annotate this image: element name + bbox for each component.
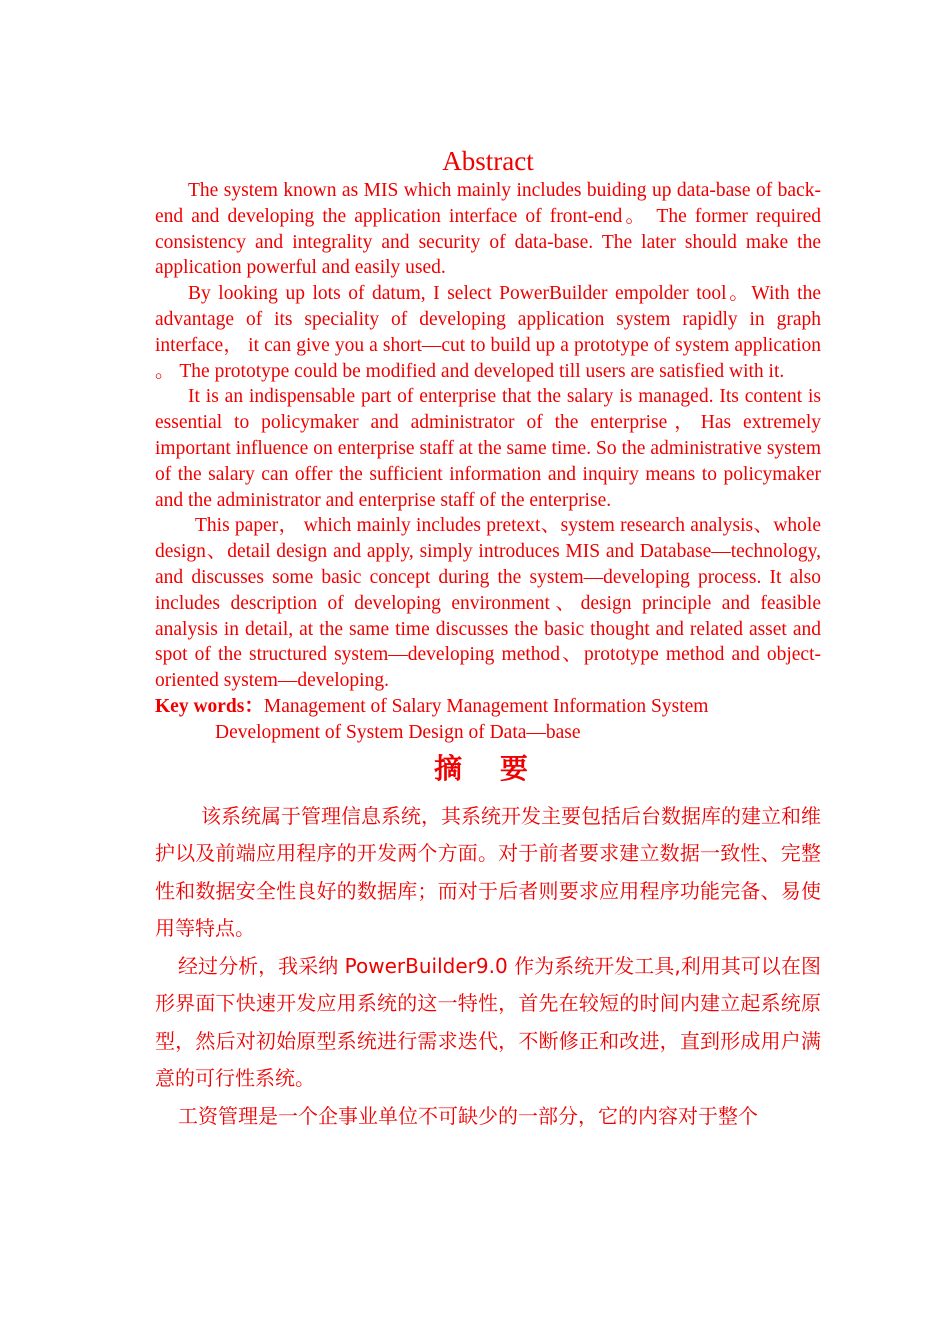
abstract-paragraph-1: The system known as MIS which mainly includes buiding up data-base of back-end and developing the application interface of front-end。 The former required consistency and integrality and security of data-base. The later should make the application powerful and easily used. <box>155 180 821 279</box>
chinese-abstract-title: 摘 要 <box>434 751 542 785</box>
abstract-paragraph-4: This paper， which mainly includes pretext、system research analysis、whole design、detail design and apply, simply introduces MIS and Database—technology, and discusses some basic concept during the system—developing process. It also includes description of developing environment、design principle and feasible analysis in detail, at the same time discusses the basic thought and related asset and spot of the structured system—developing method、prototype method and object-oriented system—developing. <box>155 515 821 692</box>
keywords-list-1: Management of Salary Management Information System <box>263 695 709 717</box>
abstract-title: Abstract <box>442 146 534 176</box>
keywords-label: Key words： <box>155 695 264 717</box>
chinese-paragraph-2: 经过分析，我采纳 PowerBuilder9.0 作为系统开发工具,利用其可以在图形界面下快速开发应用系统的这一特性，首先在较短的时间内建立起系统原型，然后对初始原型系统进行需求迭代，不断修正和改进，直到形成用户满意的可行性系统。 <box>155 953 821 1091</box>
document-page <box>155 144 821 1135</box>
abstract-paragraph-3: It is an indispensable part of enterprise that the salary is managed. Its content is essential to policymaker and administrator of the enterprise，Has extremely important influence on enterprise staff at the same time. So the administrative system of the salary can offer the sufficient information and inquiry means to policymaker and the administrator and enterprise staff of the enterprise. <box>155 386 821 511</box>
keywords-line <box>155 694 821 720</box>
chinese-paragraph-1: 该系统属于管理信息系统，其系统开发主要包括后台数据库的建立和维护以及前端应用程序的开发两个方面。对于前者要求建立数据一致性、完整性和数据安全性良好的数据库；而对于后者则要求应用程序功能完备、易使用等特点。 <box>155 803 821 941</box>
keywords-list-2: Development of System Design of Data—base <box>215 721 581 743</box>
abstract-paragraph-2: By looking up lots of datum, I select PowerBuilder empolder tool。With the advantage of its speciality of developing application system rapidly in graph interface， it can give you a short—cut to build up a prototype of system application 。 The prototype could be modified and developed till users are satisfied with it. <box>155 283 821 382</box>
chinese-paragraph-3: 工资管理是一个企事业单位不可缺少的一部分，它的内容对于整个 <box>178 1103 758 1128</box>
